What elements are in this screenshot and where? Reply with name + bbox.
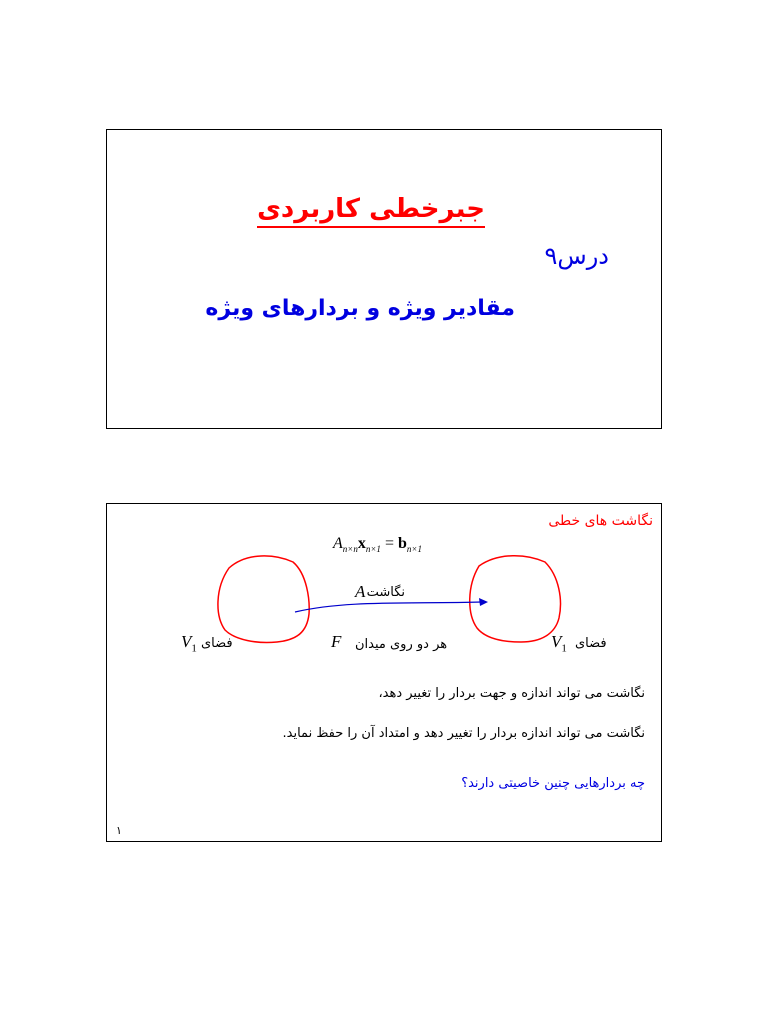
formula-x-sub: n×1 (365, 544, 381, 555)
mapping-label: نگاشت (366, 585, 405, 600)
codomain-space-label: فضای (575, 636, 607, 651)
codomain-space-symbol: $V_1$ (551, 632, 567, 655)
domain-space-symbol: $V_1$ (181, 632, 197, 655)
page-number: ۱ (116, 824, 122, 837)
lesson-label: درس۹ (544, 242, 609, 270)
formula-a-sub: n×n (342, 544, 358, 555)
codomain-space-blob (470, 556, 561, 642)
arrow-head (479, 598, 488, 606)
formula-eq: = (384, 535, 394, 552)
slide-1 (106, 129, 662, 429)
section-heading: نگاشت های خطی (548, 513, 653, 529)
formula-b-sub: n×1 (406, 544, 422, 555)
mapping-symbol: A (355, 582, 366, 601)
question-text: چه بردارهایی چنین خاصیتی دارند؟ (461, 776, 645, 791)
field-symbol: F (331, 632, 342, 651)
formula-a: A (333, 535, 343, 552)
mapping-arrow (295, 602, 482, 612)
domain-space-label: فضای (201, 636, 233, 651)
field-label: هر دو روی میدان (355, 637, 448, 652)
property-line-1: نگاشت می تواند اندازه و جهت بردار را تغییر دهد، (378, 686, 645, 701)
property-line-2: نگاشت می تواند اندازه بردار را تغییر دهد و امتداد آن را حفظ نماید. (282, 726, 645, 741)
slide-subtitle: مقادیر ویژه و بردارهای ویژه (205, 296, 515, 321)
slide-title: جبرخطی کاربردی (257, 194, 485, 228)
formula-b: b (397, 535, 407, 552)
formula-x: x (357, 535, 366, 552)
domain-space-blob (218, 556, 309, 643)
slide-2 (106, 503, 662, 842)
